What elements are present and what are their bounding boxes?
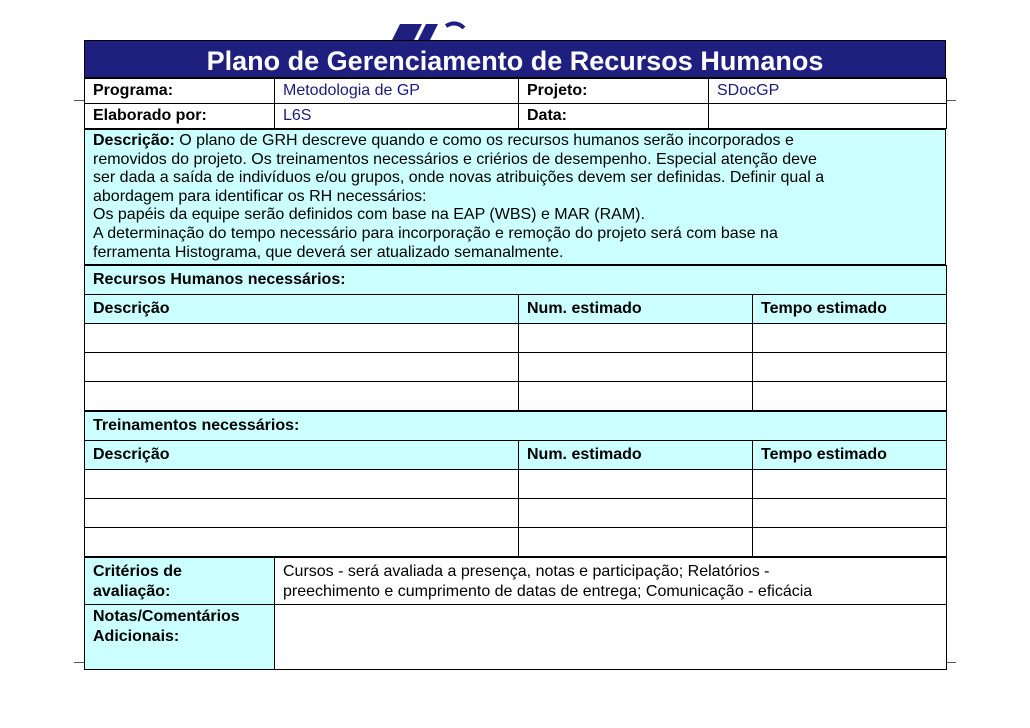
recursos-table xyxy=(84,265,947,411)
treinamentos-col-descricao: Descrição xyxy=(85,441,519,470)
recursos-section-label: Recursos Humanos necessários: xyxy=(85,266,947,295)
criterios-notas-table xyxy=(84,557,947,670)
empty-cell[interactable] xyxy=(753,382,947,411)
table-row xyxy=(85,324,947,353)
empty-cell[interactable] xyxy=(85,382,519,411)
description-line: ferramenta Histograma, que deverá ser atualizado semanalmente. xyxy=(93,243,564,261)
programa-label: Programa: xyxy=(85,79,275,104)
empty-cell[interactable] xyxy=(519,499,753,528)
empty-cell[interactable] xyxy=(753,528,947,557)
projeto-label: Projeto: xyxy=(519,79,709,104)
data-label: Data: xyxy=(519,104,709,129)
treinamentos-col-tempo: Tempo estimado xyxy=(753,441,947,470)
right-margin-line-bottom xyxy=(946,662,956,663)
description-line: Os papéis da equipe serão definidos com base na EAP (WBS) e MAR (RAM). xyxy=(93,206,645,224)
description-line: O plano de GRH descreve quando e como os recursos humanos serão incorporados e xyxy=(174,132,794,149)
recursos-col-tempo: Tempo estimado xyxy=(753,295,947,324)
left-margin-line-bottom xyxy=(74,662,84,663)
programa-value: Metodologia de GP xyxy=(275,79,519,104)
description-line: removidos do projeto. Os treinamentos necessários e criérios de desempenho. Especial atenção deve xyxy=(93,150,817,168)
projeto-value: SDocGP xyxy=(709,79,947,104)
treinamentos-section-label: Treinamentos necessários: xyxy=(85,412,947,441)
notas-label-line: Adicionais: xyxy=(93,628,180,646)
criterios-value xyxy=(275,558,947,605)
description-cell xyxy=(85,130,946,265)
description-line: abordagem para identificar os RH necessários: xyxy=(93,187,427,205)
notas-label-line: Notas/Comentários xyxy=(93,608,240,626)
criterios-value-line: Cursos - será avaliada a presença, notas e participação; Relatórios - xyxy=(283,563,770,581)
empty-cell[interactable] xyxy=(519,353,753,382)
description-line: ser dada a saída de indivíduos e/ou grupos, onde novas atribuições devem ser definidas. Definir qual a xyxy=(93,169,825,187)
empty-cell[interactable] xyxy=(519,324,753,353)
empty-cell[interactable] xyxy=(85,528,519,557)
empty-cell[interactable] xyxy=(85,324,519,353)
table-row xyxy=(85,382,947,411)
empty-cell[interactable] xyxy=(519,470,753,499)
table-row xyxy=(85,528,947,557)
elaborado-label: Elaborado por: xyxy=(85,104,275,129)
description-line: A determinação do tempo necessário para incorporação e remoção do projeto será com base na xyxy=(93,224,778,242)
criterios-label xyxy=(85,558,275,605)
recursos-col-descricao: Descrição xyxy=(85,295,519,324)
right-margin-line xyxy=(946,100,956,101)
page-title: Plano de Gerenciamento de Recursos Humanos xyxy=(84,40,946,78)
empty-cell[interactable] xyxy=(85,499,519,528)
treinamentos-col-num: Num. estimado xyxy=(519,441,753,470)
empty-cell[interactable] xyxy=(519,382,753,411)
description-label: Descrição: xyxy=(93,132,175,149)
company-logo-icon xyxy=(388,20,488,42)
empty-cell[interactable] xyxy=(519,528,753,557)
empty-cell[interactable] xyxy=(753,499,947,528)
recursos-col-num: Num. estimado xyxy=(519,295,753,324)
left-margin-line xyxy=(74,100,84,101)
treinamentos-table xyxy=(84,411,947,557)
hr-plan-form xyxy=(84,40,946,670)
criterios-value-line: preechimento e cumprimento de datas de entrega; Comunicação - eficácia xyxy=(283,583,813,601)
empty-cell[interactable] xyxy=(753,470,947,499)
criterios-label-line: avaliação: xyxy=(93,583,171,601)
elaborado-value: L6S xyxy=(275,104,519,129)
notas-label xyxy=(85,605,275,670)
table-row xyxy=(85,353,947,382)
notas-value[interactable] xyxy=(275,605,947,670)
empty-cell[interactable] xyxy=(753,353,947,382)
description-table xyxy=(84,129,946,265)
header-meta-table xyxy=(84,78,947,129)
table-row xyxy=(85,499,947,528)
empty-cell[interactable] xyxy=(85,470,519,499)
table-row xyxy=(85,470,947,499)
empty-cell[interactable] xyxy=(85,353,519,382)
empty-cell[interactable] xyxy=(753,324,947,353)
data-value xyxy=(709,104,947,129)
criterios-label-line: Critérios de xyxy=(93,563,182,581)
